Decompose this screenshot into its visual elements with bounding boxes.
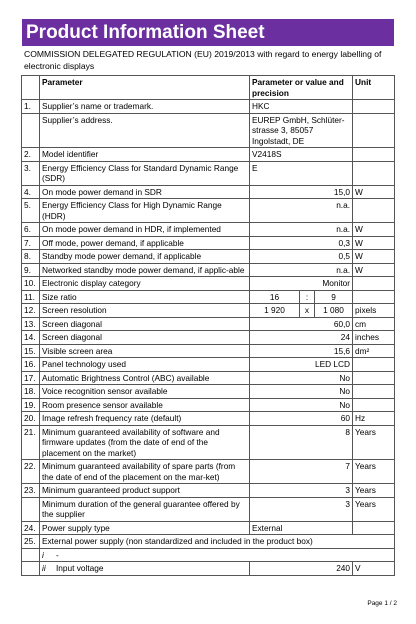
row-value: 0,3 [250, 236, 353, 250]
row-value: 3 [250, 484, 353, 498]
row-unit: W [353, 263, 395, 277]
row-number: 9. [22, 263, 40, 277]
header-value: Parameter or value and precision [250, 76, 353, 100]
row-value: 3 [250, 497, 353, 521]
row-value: External [250, 521, 353, 535]
row-number: 19. [22, 398, 40, 412]
row-unit: V [353, 562, 395, 576]
row-value: Monitor [250, 277, 353, 291]
row-unit [353, 385, 395, 399]
row-unit: Years [353, 484, 395, 498]
row-unit: dm² [353, 344, 395, 358]
row-number: 6. [22, 223, 40, 237]
row-value: 15,6 [250, 344, 353, 358]
table-row [22, 236, 395, 250]
row-value-part-2: 1 080 [315, 304, 353, 318]
row-unit [353, 398, 395, 412]
row-unit [353, 199, 395, 223]
row-parameter: Minimum guaranteed product support [40, 484, 250, 498]
row-parameter: Supplier’s address. [40, 113, 250, 148]
product-info-table [21, 75, 395, 576]
row-number: 17. [22, 371, 40, 385]
row-value: n.a. [250, 199, 353, 223]
row-number: 10. [22, 277, 40, 291]
row-number: 8. [22, 250, 40, 264]
row-parameter: Electronic display category [40, 277, 250, 291]
table-row [22, 425, 395, 460]
row-parameter: Visible screen area [40, 344, 250, 358]
row-value: No [250, 385, 353, 399]
row-number: 16. [22, 358, 40, 372]
header-parameter: Parameter [40, 76, 250, 100]
row-value-separator: : [300, 290, 315, 304]
row-parameter: Minimum guaranteed availability of spare parts (from the date of end of the placement on the mar-ket) [40, 460, 250, 484]
table-row [22, 317, 395, 331]
table-row [22, 460, 395, 484]
row-number [22, 113, 40, 148]
page-number: Page 1 / 2 [367, 600, 397, 607]
table-row [22, 548, 395, 562]
row-parameter: Energy Efficiency Class for Standard Dynamic Range (SDR) [40, 161, 250, 185]
row-parameter: Screen diagonal [40, 331, 250, 345]
row-value: HKC [250, 100, 353, 114]
table-row [22, 223, 395, 237]
row-unit: inches [353, 331, 395, 345]
row-number: 4. [22, 185, 40, 199]
subrow-ii [40, 562, 250, 576]
table-row [22, 185, 395, 199]
row-unit [353, 100, 395, 114]
table-row [22, 148, 395, 162]
row-unit [353, 290, 395, 304]
row-parameter: Off mode, power demand, if applicable [40, 236, 250, 250]
row-number: 21. [22, 425, 40, 460]
row-value: n.a. [250, 223, 353, 237]
table-row [22, 277, 395, 291]
row-parameter: Model identifier [40, 148, 250, 162]
row-value: 240 [250, 562, 353, 576]
row-number: 14. [22, 331, 40, 345]
row-unit [353, 148, 395, 162]
row-unit: Hz [353, 412, 395, 426]
table-row [22, 199, 395, 223]
row-spacer [22, 548, 40, 562]
row-number: 7. [22, 236, 40, 250]
table-header-row [22, 76, 395, 100]
row-parameter: Screen diagonal [40, 317, 250, 331]
row-number: 24. [22, 521, 40, 535]
row-value: n.a. [250, 263, 353, 277]
table-row [22, 412, 395, 426]
table-row [22, 521, 395, 535]
row-parameter: Power supply type [40, 521, 250, 535]
subrow-label: i [42, 549, 44, 560]
row-parameter: On mode power demand in HDR, if implemented [40, 223, 250, 237]
table-row [22, 161, 395, 185]
row-number: 13. [22, 317, 40, 331]
row-unit [353, 161, 395, 185]
row-number: 25. [22, 535, 40, 549]
row-parameter: Minimum guaranteed availability of software and firmware updates (from the date of end of the placement on the market) [40, 425, 250, 460]
row-number: 23. [22, 484, 40, 498]
table-body [22, 100, 395, 576]
subrow-label: ii [42, 563, 46, 573]
regulation-subtitle: COMMISSION DELEGATED REGULATION (EU) 2019/2013 with regard to energy labelling of electronic displays [24, 49, 382, 71]
table-row [22, 304, 395, 318]
table-row [22, 398, 395, 412]
row-parameter: Standby mode power demand, if applicable [40, 250, 250, 264]
subrow-parameter: Input voltage [56, 563, 104, 573]
row-value-part-1: 16 [250, 290, 300, 304]
row-parameter: Room presence sensor available [40, 398, 250, 412]
row-number: 5. [22, 199, 40, 223]
row-number: 1. [22, 100, 40, 114]
row-value: No [250, 371, 353, 385]
row-parameter: Minimum duration of the general guarantee offered by the supplier [40, 497, 250, 521]
row-unit: W [353, 223, 395, 237]
row-value: LED LCD [250, 358, 353, 372]
page-title: Product Information Sheet [22, 19, 394, 46]
row-unit: Years [353, 425, 395, 460]
row-number: 12. [22, 304, 40, 318]
table-row [22, 385, 395, 399]
row-value-part-1: 1 920 [250, 304, 300, 318]
row-value: 60 [250, 412, 353, 426]
table-row [22, 562, 395, 576]
row-unit [353, 113, 395, 148]
row-parameter: On mode power demand in SDR [40, 185, 250, 199]
row-number: 3. [22, 161, 40, 185]
row-number: 11. [22, 290, 40, 304]
row-value: 15,0 [250, 185, 353, 199]
row-unit [353, 277, 395, 291]
row-value: EUREP GmbH, Schlüter-strasse 3, 85057 Ingolstadt, DE [250, 113, 353, 148]
row-parameter: Supplier’s name or trademark. [40, 100, 250, 114]
table-row [22, 331, 395, 345]
row-number: 18. [22, 385, 40, 399]
table-row [22, 497, 395, 521]
row-number: 2. [22, 148, 40, 162]
row-spacer [22, 562, 40, 576]
row-value: 24 [250, 331, 353, 345]
row-number: 22. [22, 460, 40, 484]
row-value-separator: x [300, 304, 315, 318]
header-number-cell [22, 76, 40, 100]
row-value: 0,5 [250, 250, 353, 264]
row-unit: pixels [353, 304, 395, 318]
row-parameter: Image refresh frequency rate (default) [40, 412, 250, 426]
row-number: 20. [22, 412, 40, 426]
row-value: No [250, 398, 353, 412]
table-row [22, 535, 395, 549]
row-unit: Years [353, 497, 395, 521]
row-parameter: Networked standby mode power demand, if applic-able [40, 263, 250, 277]
header-unit: Unit [353, 76, 395, 100]
row-unit: cm [353, 317, 395, 331]
subrow-i [40, 548, 395, 562]
row-value: 60,0 [250, 317, 353, 331]
table-row [22, 100, 395, 114]
row-parameter: External power supply (non standardized and included in the product box) [40, 535, 395, 549]
table-row [22, 344, 395, 358]
subrow-value: - [56, 549, 59, 560]
table-row [22, 290, 395, 304]
row-unit [353, 371, 395, 385]
table-row [22, 358, 395, 372]
table-row [22, 263, 395, 277]
table-row [22, 113, 395, 148]
row-unit: Years [353, 460, 395, 484]
row-parameter: Energy Efficiency Class for High Dynamic Range (HDR) [40, 199, 250, 223]
row-number: 15. [22, 344, 40, 358]
row-parameter: Screen resolution [40, 304, 250, 318]
row-parameter: Automatic Brightness Control (ABC) available [40, 371, 250, 385]
row-parameter: Size ratio [40, 290, 250, 304]
row-value: 7 [250, 460, 353, 484]
row-parameter: Panel technology used [40, 358, 250, 372]
table-row [22, 250, 395, 264]
row-value: 8 [250, 425, 353, 460]
table-row [22, 484, 395, 498]
row-value: V2418S [250, 148, 353, 162]
row-unit: W [353, 236, 395, 250]
row-unit: W [353, 185, 395, 199]
row-unit [353, 521, 395, 535]
row-parameter: Voice recognition sensor available [40, 385, 250, 399]
row-unit: W [353, 250, 395, 264]
row-unit [353, 358, 395, 372]
row-number [22, 497, 40, 521]
table-row [22, 371, 395, 385]
row-value-part-2: 9 [315, 290, 353, 304]
row-value: E [250, 161, 353, 185]
